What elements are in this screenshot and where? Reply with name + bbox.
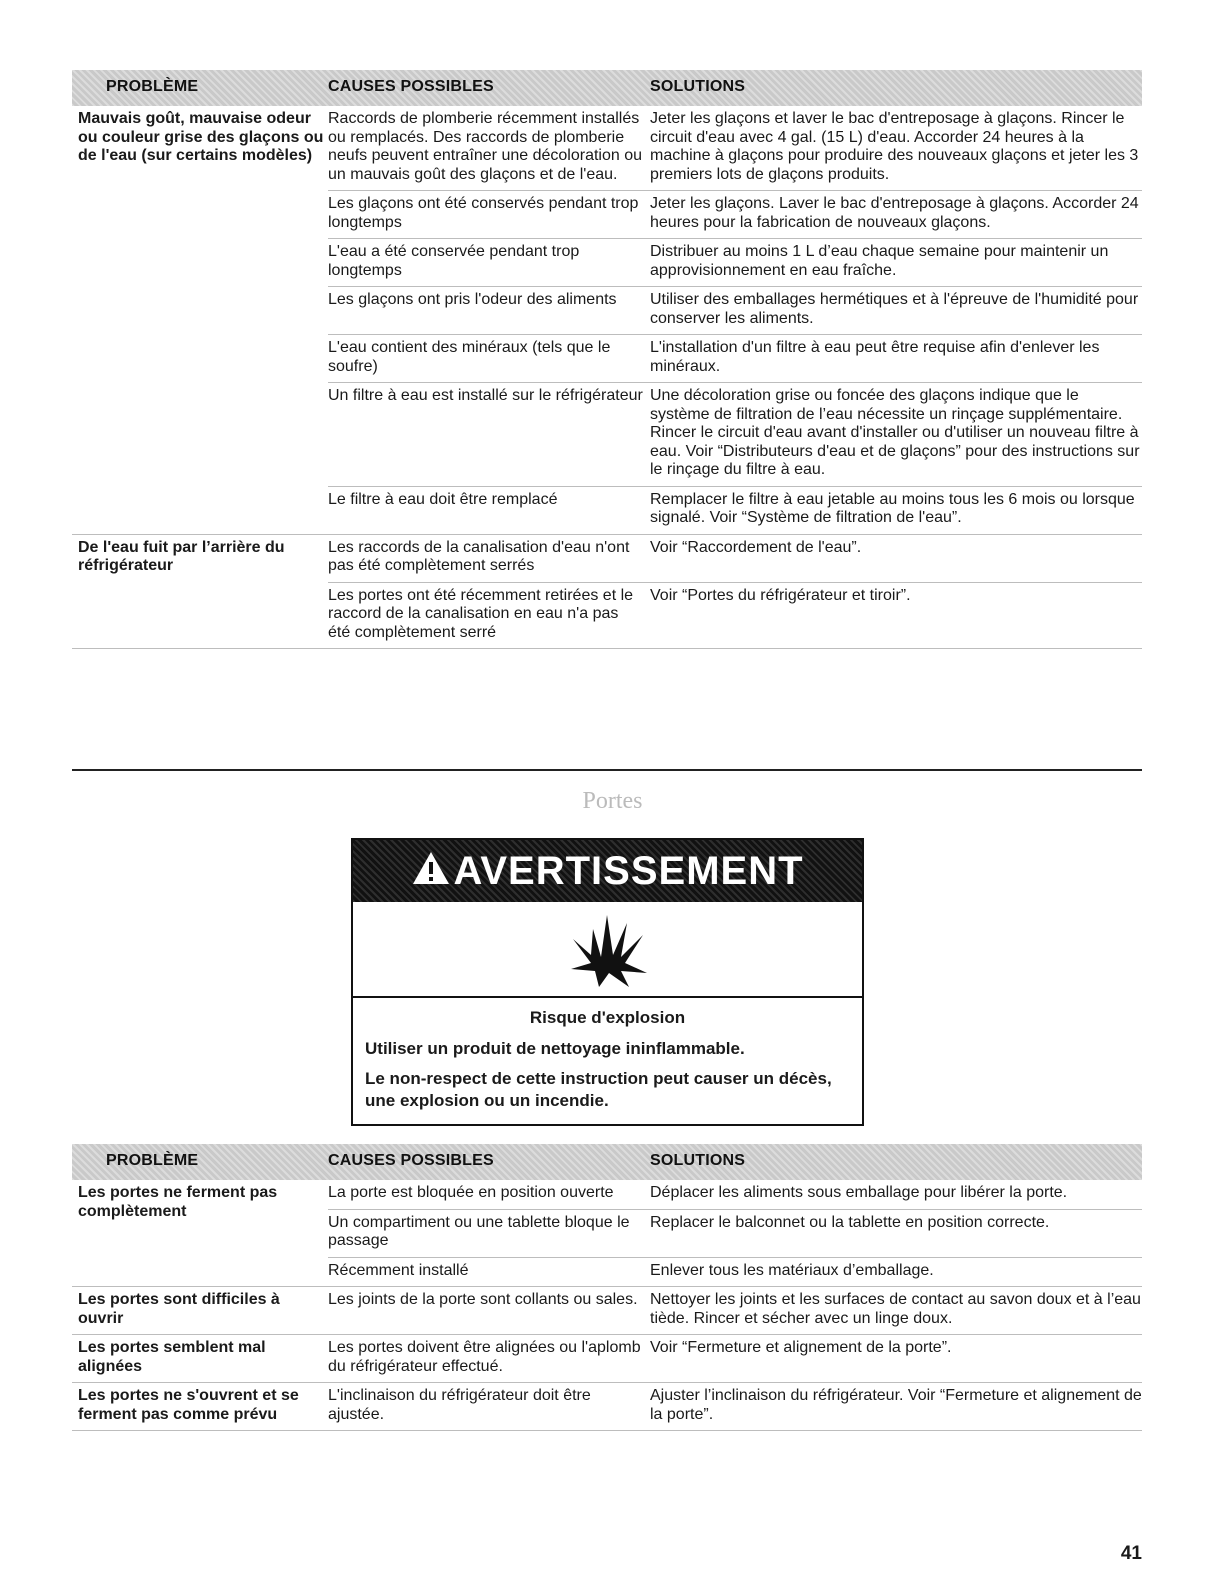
warning-heading	[353, 840, 862, 902]
table-row	[72, 535, 1142, 650]
cause-solution-row	[328, 106, 1142, 191]
cause-solution-row	[328, 287, 1142, 335]
cause-solution-row	[328, 239, 1142, 287]
cause-cell: Les glaçons ont été conservés pendant trop longtemps	[328, 195, 639, 231]
section-divider	[72, 769, 1142, 771]
cause-cell: La porte est bloquée en position ouverte	[328, 1184, 614, 1201]
header-solutions: SOLUTIONS	[650, 78, 746, 95]
cause-solution-row	[328, 535, 1142, 583]
solution-cell: Enlever tous les matériaux d’emballage.	[650, 1261, 934, 1279]
table-header	[72, 70, 1142, 106]
header-problem: PROBLÈME	[106, 78, 199, 95]
warning-consequence: Le non-respect de cette instruction peut causer un décès, une explosion ou un incendie.	[365, 1069, 832, 1110]
header-solutions: SOLUTIONS	[650, 1152, 746, 1169]
troubleshooting-table-doors	[72, 1144, 1142, 1431]
problem-cell: Mauvais goût, mauvaise odeur ou couleur grise des glaçons ou de l'eau (sur certains modèles)	[78, 110, 324, 164]
problem-cell: Les portes ne s'ouvrent et se ferment pas comme prévu	[78, 1387, 299, 1423]
cause-cell: Récemment installé	[328, 1261, 469, 1279]
solution-cell: Déplacer les aliments sous emballage pour libérer la porte.	[650, 1184, 1068, 1201]
table-row	[72, 1180, 1142, 1287]
cause-cell: Les portes doivent être alignées ou l'aplomb du réfrigérateur effectué.	[328, 1339, 641, 1375]
table-row	[72, 1383, 1142, 1431]
cause-cell: Un filtre à eau est installé sur le réfrigérateur	[328, 387, 643, 404]
table-row	[72, 106, 1142, 535]
solution-cell: Voir “Fermeture et alignement de la porte”.	[650, 1339, 952, 1356]
header-problem: PROBLÈME	[106, 1152, 199, 1169]
problem-cell: De l'eau fuit par l’arrière du réfrigérateur	[78, 538, 285, 574]
solution-cell: Replacer le balconnet ou la tablette en position correcte.	[650, 1213, 1050, 1231]
cause-cell: Le filtre à eau doit être remplacé	[328, 490, 558, 508]
cause-cell: Les raccords de la canalisation d'eau n'ont pas été complètement serrés	[328, 538, 630, 574]
cause-solution-row	[328, 191, 1142, 239]
header-causes: CAUSES POSSIBLES	[328, 1152, 494, 1169]
cause-cell: Les joints de la porte sont collants ou sales.	[328, 1291, 638, 1308]
cause-solution-row	[328, 1210, 1142, 1258]
table-row	[72, 1287, 1142, 1335]
warning-triangle-icon	[411, 842, 451, 904]
cause-cell: Les portes ont été récemment retirées et le raccord de la canalisation en eau n'a pas été complètement serré	[328, 586, 634, 641]
cause-solution-row	[328, 1383, 1142, 1430]
problem-cell: Les portes ne ferment pas complètement	[78, 1184, 278, 1220]
problem-cell: Les portes semblent mal alignées	[78, 1339, 266, 1375]
cause-solution-row	[328, 583, 1142, 649]
warning-title: AVERTISSEMENT	[453, 849, 804, 893]
cause-cell: Les glaçons ont pris l'odeur des aliments	[328, 291, 617, 308]
cause-solution-row	[328, 1335, 1142, 1382]
solution-cell: Une décoloration grise ou foncée des glaçons indique que le système de filtration de l’eau nécessite un rinçage supplémentaire. Rincer le circuit d'eau avant d'installer ou d'utiliser un nouveau filtre à eau. Voir “Distributeurs d'eau et de glaçons” pour des instructions sur le rinçage du filtre à eau.	[650, 387, 1140, 478]
explosion-icon	[353, 902, 862, 998]
solution-cell: Nettoyer les joints et les surfaces de contact au savon doux et à l’eau tiède. Rincer et sécher avec un linge doux.	[650, 1291, 1141, 1327]
cause-solution-row	[328, 1287, 1142, 1334]
table-header	[72, 1144, 1142, 1180]
section-title: Portes	[582, 788, 643, 814]
header-causes: CAUSES POSSIBLES	[328, 78, 494, 95]
cause-cell: Un compartiment ou une tablette bloque le passage	[328, 1213, 630, 1249]
problem-cell: Les portes sont difficiles à ouvrir	[78, 1291, 280, 1327]
solution-cell: Utiliser des emballages hermétiques et à l'épreuve de l'humidité pour conserver les aliments.	[650, 291, 1139, 327]
cause-cell: Raccords de plomberie récemment installés ou remplacés. Des raccords de plomberie neufs peuvent entraîner une décoloration ou un mauvais goût des glaçons et de l'eau.	[328, 110, 643, 183]
cause-cell: L'eau contient des minéraux (tels que le soufre)	[328, 339, 611, 375]
solution-cell: Jeter les glaçons. Laver le bac d'entreposage à glaçons. Accorder 24 heures pour la fabrication de nouveaux glaçons.	[650, 195, 1139, 231]
warning-risk: Risque d'explosion	[529, 1008, 686, 1027]
cause-solution-row	[328, 487, 1142, 534]
cause-solution-row	[328, 1180, 1142, 1210]
warning-instruction: Utiliser un produit de nettoyage ininflammable.	[365, 1039, 745, 1058]
solution-cell: Ajuster l’inclinaison du réfrigérateur. Voir “Fermeture et alignement de la porte”.	[650, 1387, 1142, 1423]
cause-cell: L'eau a été conservée pendant trop longtemps	[328, 243, 580, 279]
page-number: 41	[1120, 1543, 1142, 1564]
cause-solution-row	[328, 383, 1142, 487]
solution-cell: Voir “Raccordement de l'eau”.	[650, 538, 862, 556]
solution-cell: Voir “Portes du réfrigérateur et tiroir”.	[650, 586, 911, 604]
solution-cell: Jeter les glaçons et laver le bac d'entreposage à glaçons. Rincer le circuit d'eau avec 4 gal. (15 L) d'eau. Accorder 24 heures à la machine à glaçons pour produire des nouveaux glaçons et jeter les 3 premiers lots de glaçons produits.	[650, 110, 1139, 183]
cause-solution-row	[328, 335, 1142, 383]
solution-cell: L'installation d'un filtre à eau peut être requise afin d'enlever les minéraux.	[650, 339, 1100, 375]
cause-cell: L'inclinaison du réfrigérateur doit être ajustée.	[328, 1387, 591, 1423]
solution-cell: Remplacer le filtre à eau jetable au moins tous les 6 mois ou lorsque signalé. Voir “Système de filtration de l'eau”.	[650, 490, 1135, 526]
solution-cell: Distribuer au moins 1 L d’eau chaque semaine pour maintenir un approvisionnement en eau fraîche.	[650, 243, 1109, 279]
table-body	[72, 106, 1142, 649]
cause-solution-row	[328, 1258, 1142, 1287]
warning-box	[351, 838, 864, 1126]
troubleshooting-table-ice-water	[72, 70, 1142, 649]
table-body	[72, 1180, 1142, 1431]
table-row	[72, 1335, 1142, 1383]
